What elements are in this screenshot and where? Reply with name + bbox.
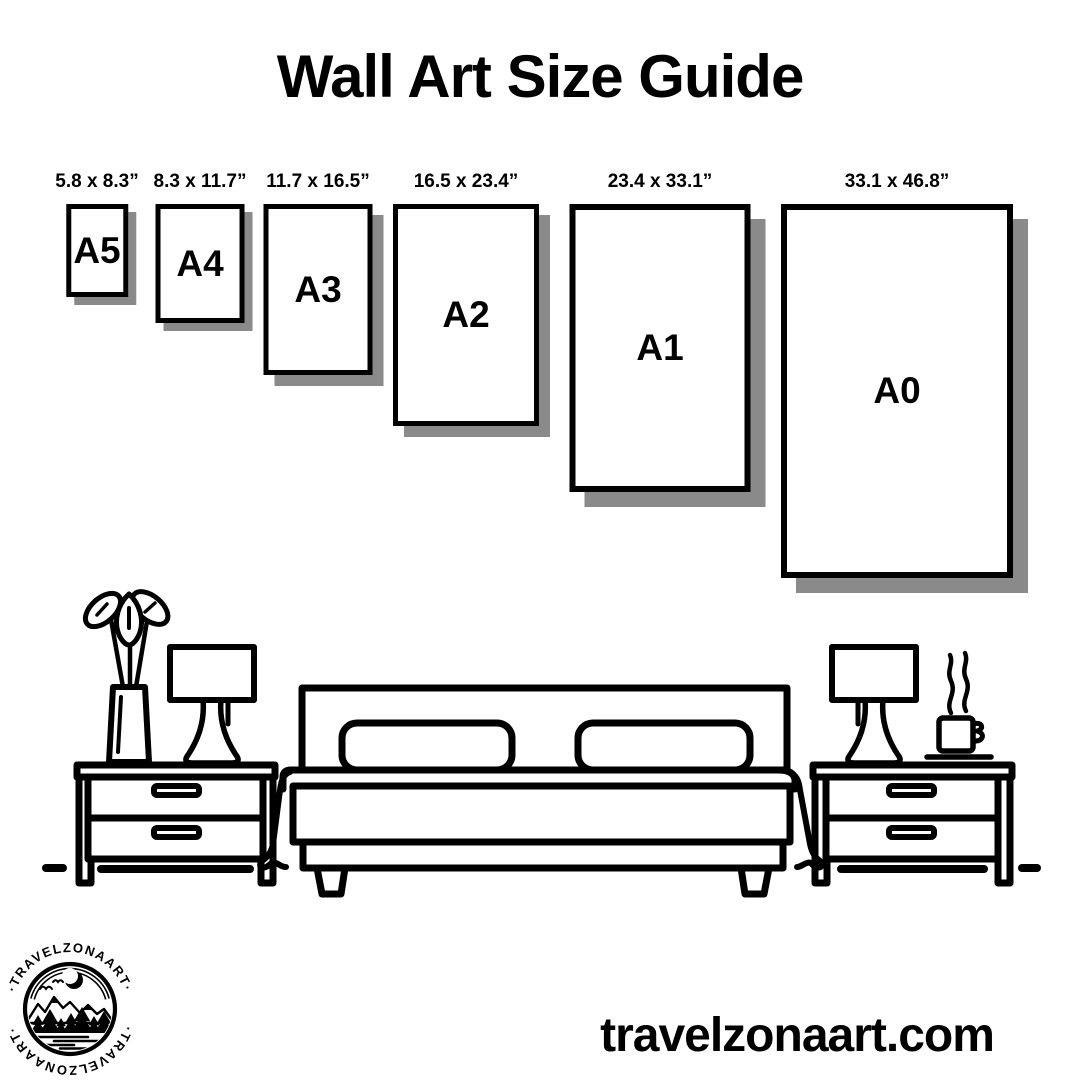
size-item-a0 (781, 166, 1013, 578)
size-dimensions-label: 5.8 x 8.3” (55, 171, 139, 192)
page-title: Wall Art Size Guide (276, 43, 804, 110)
size-dimensions-label: 11.7 x 16.5” (266, 171, 370, 192)
plant-vase-icon (79, 585, 173, 762)
logo-arc-text-top: ·TRAVELZONAART· (3, 939, 137, 994)
bed-leg-right (741, 868, 769, 894)
paper-a5 (66, 204, 128, 297)
pillow-left (342, 723, 512, 770)
paper-a2 (393, 204, 539, 426)
bedroom-illustration (0, 585, 1080, 905)
bed-leg-left (317, 868, 345, 894)
bed-base (303, 842, 783, 868)
size-item-a5 (55, 166, 138, 297)
blanket (293, 786, 790, 842)
coffee-cup-icon (927, 653, 991, 757)
logo-arc-text-bottom: ·TRAVELZONAART· (3, 1024, 137, 1079)
size-dimensions-label: 16.5 x 23.4” (413, 171, 519, 192)
paper-size-letter: A3 (294, 268, 342, 310)
pillow-right (578, 723, 750, 770)
website-text: travelzonaart.com (600, 1009, 994, 1062)
size-item-a2 (393, 166, 539, 426)
paper-size-letter: A2 (442, 294, 490, 335)
size-dimensions-label: 8.3 x 11.7” (153, 171, 247, 192)
paper-size-letter: A5 (73, 229, 121, 271)
size-dimensions-label: 23.4 x 33.1” (607, 171, 713, 192)
table-lamp-right-icon (832, 647, 916, 763)
table-lamp-left-icon (170, 647, 254, 763)
size-dimensions-label: 33.1 x 46.8” (844, 171, 950, 192)
paper-a3 (264, 204, 373, 375)
paper-a4 (156, 204, 245, 323)
paper-a0 (781, 204, 1013, 578)
logo-badge (0, 935, 140, 1080)
paper-a1 (570, 204, 751, 492)
paper-size-letter: A0 (873, 370, 921, 411)
size-item-a3 (264, 166, 373, 375)
paper-size-letter: A1 (636, 327, 684, 368)
size-item-a1 (570, 166, 751, 492)
size-item-a4 (154, 166, 247, 323)
bed-icon (260, 688, 822, 894)
paper-size-letter: A4 (176, 242, 224, 284)
